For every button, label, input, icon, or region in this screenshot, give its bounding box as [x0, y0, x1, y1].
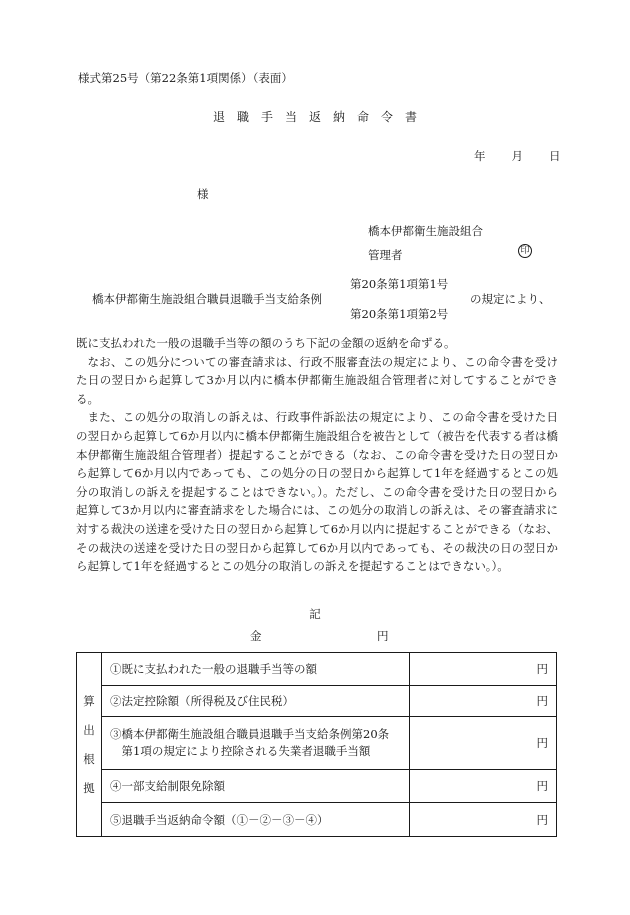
ordinance-article-1: 第20条第1項第1号 — [350, 277, 449, 291]
paragraph-order: 既に支払われた一般の退職手当等の額のうち下記の金額の返納を命ずる。 — [76, 336, 456, 350]
row-label-3: ③橋本伊都衛生施設組合職員退職手当支給条例第20条 第1項の規定により控除される失業者退職手当額 — [102, 717, 410, 770]
row-label-4: ④一部支給制限免除額 — [102, 770, 410, 803]
row-amount-2: 円 — [410, 686, 557, 717]
date-line — [474, 148, 561, 164]
date-month: 月 — [511, 149, 523, 163]
row-label-1: ①既に支払われた一般の退職手当等の額 — [102, 653, 410, 686]
row-amount-3: 円 — [410, 717, 557, 770]
addressee-suffix: 様 — [197, 187, 209, 201]
body-text — [76, 334, 558, 576]
table-row — [77, 803, 557, 837]
row-amount-4: 円 — [410, 770, 557, 803]
table-row — [77, 717, 557, 770]
row-label-5: ⑤退職手当返納命令額（①－②－③－④） — [102, 803, 410, 837]
date-year: 年 — [474, 149, 486, 163]
calculation-table — [76, 652, 557, 837]
row-amount-1: 円 — [410, 653, 557, 686]
date-day: 日 — [549, 149, 561, 163]
ki-heading: 記 — [309, 607, 321, 621]
issuer-organization: 橋本伊都衛生施設組合 — [368, 224, 483, 238]
table-row — [77, 653, 557, 686]
document-title: 退 職 手 当 返 納 命 令 書 — [212, 110, 417, 124]
calc-basis-header: 算 出 根 拠 — [77, 653, 102, 837]
table-row — [77, 686, 557, 717]
paragraph-appeal: なお、この処分についての審査請求は、行政不服審査法の規定により、この命令書を受けた日の翌日から起算して3か月以内に橋本伊都衛生施設組合管理者に対してすることができる。 — [76, 354, 558, 406]
amount-label: 金 — [250, 629, 262, 643]
ordinance-article-2: 第20条第1項第2号 — [350, 307, 449, 321]
issuer-title: 管理者 — [368, 248, 403, 262]
ordinance-tail: の規定により、 — [470, 292, 551, 306]
row-label-2: ②法定控除額（所得税及び住民税） — [102, 686, 410, 717]
amount-unit: 円 — [377, 629, 389, 643]
ordinance-name: 橋本伊都衛生施設組合職員退職手当支給条例 — [92, 292, 322, 306]
row-amount-5: 円 — [410, 803, 557, 837]
paragraph-lawsuit: また、この処分の取消しの訴えは、行政事件訴訟法の規定により、この命令書を受けた日の翌日から起算して6か月以内に橋本伊都衛生施設組合を被告として（被告を代表する者は橋本伊都衛生施設組合管理者）提起することができる（なお、この命令書を受けた日の翌日から起算して6か月以内であっても、この処分の日の翌日から起算して1年を経過するとこの処分の取消しの訴えを提起することはできない。）。ただし、この命令書を受けた日の翌日から起算して3か月以内に審査請求をした場合には、この処分の取消しの訴えは、その審査請求に対する裁決の送達を受けた日の翌日から起算して6か月以内に提起することができる（なお、その裁決の送達を受けた日の翌日から起算して6か月以内であっても、その裁決の日の翌日から起算して1年を経過するとこの処分の取消しの訴えを提起することはできない。）。 — [76, 410, 558, 574]
seal-mark: 印 — [518, 244, 532, 258]
table-row — [77, 770, 557, 803]
form-number: 様式第25号（第22条第1項関係）（表面） — [78, 71, 293, 85]
